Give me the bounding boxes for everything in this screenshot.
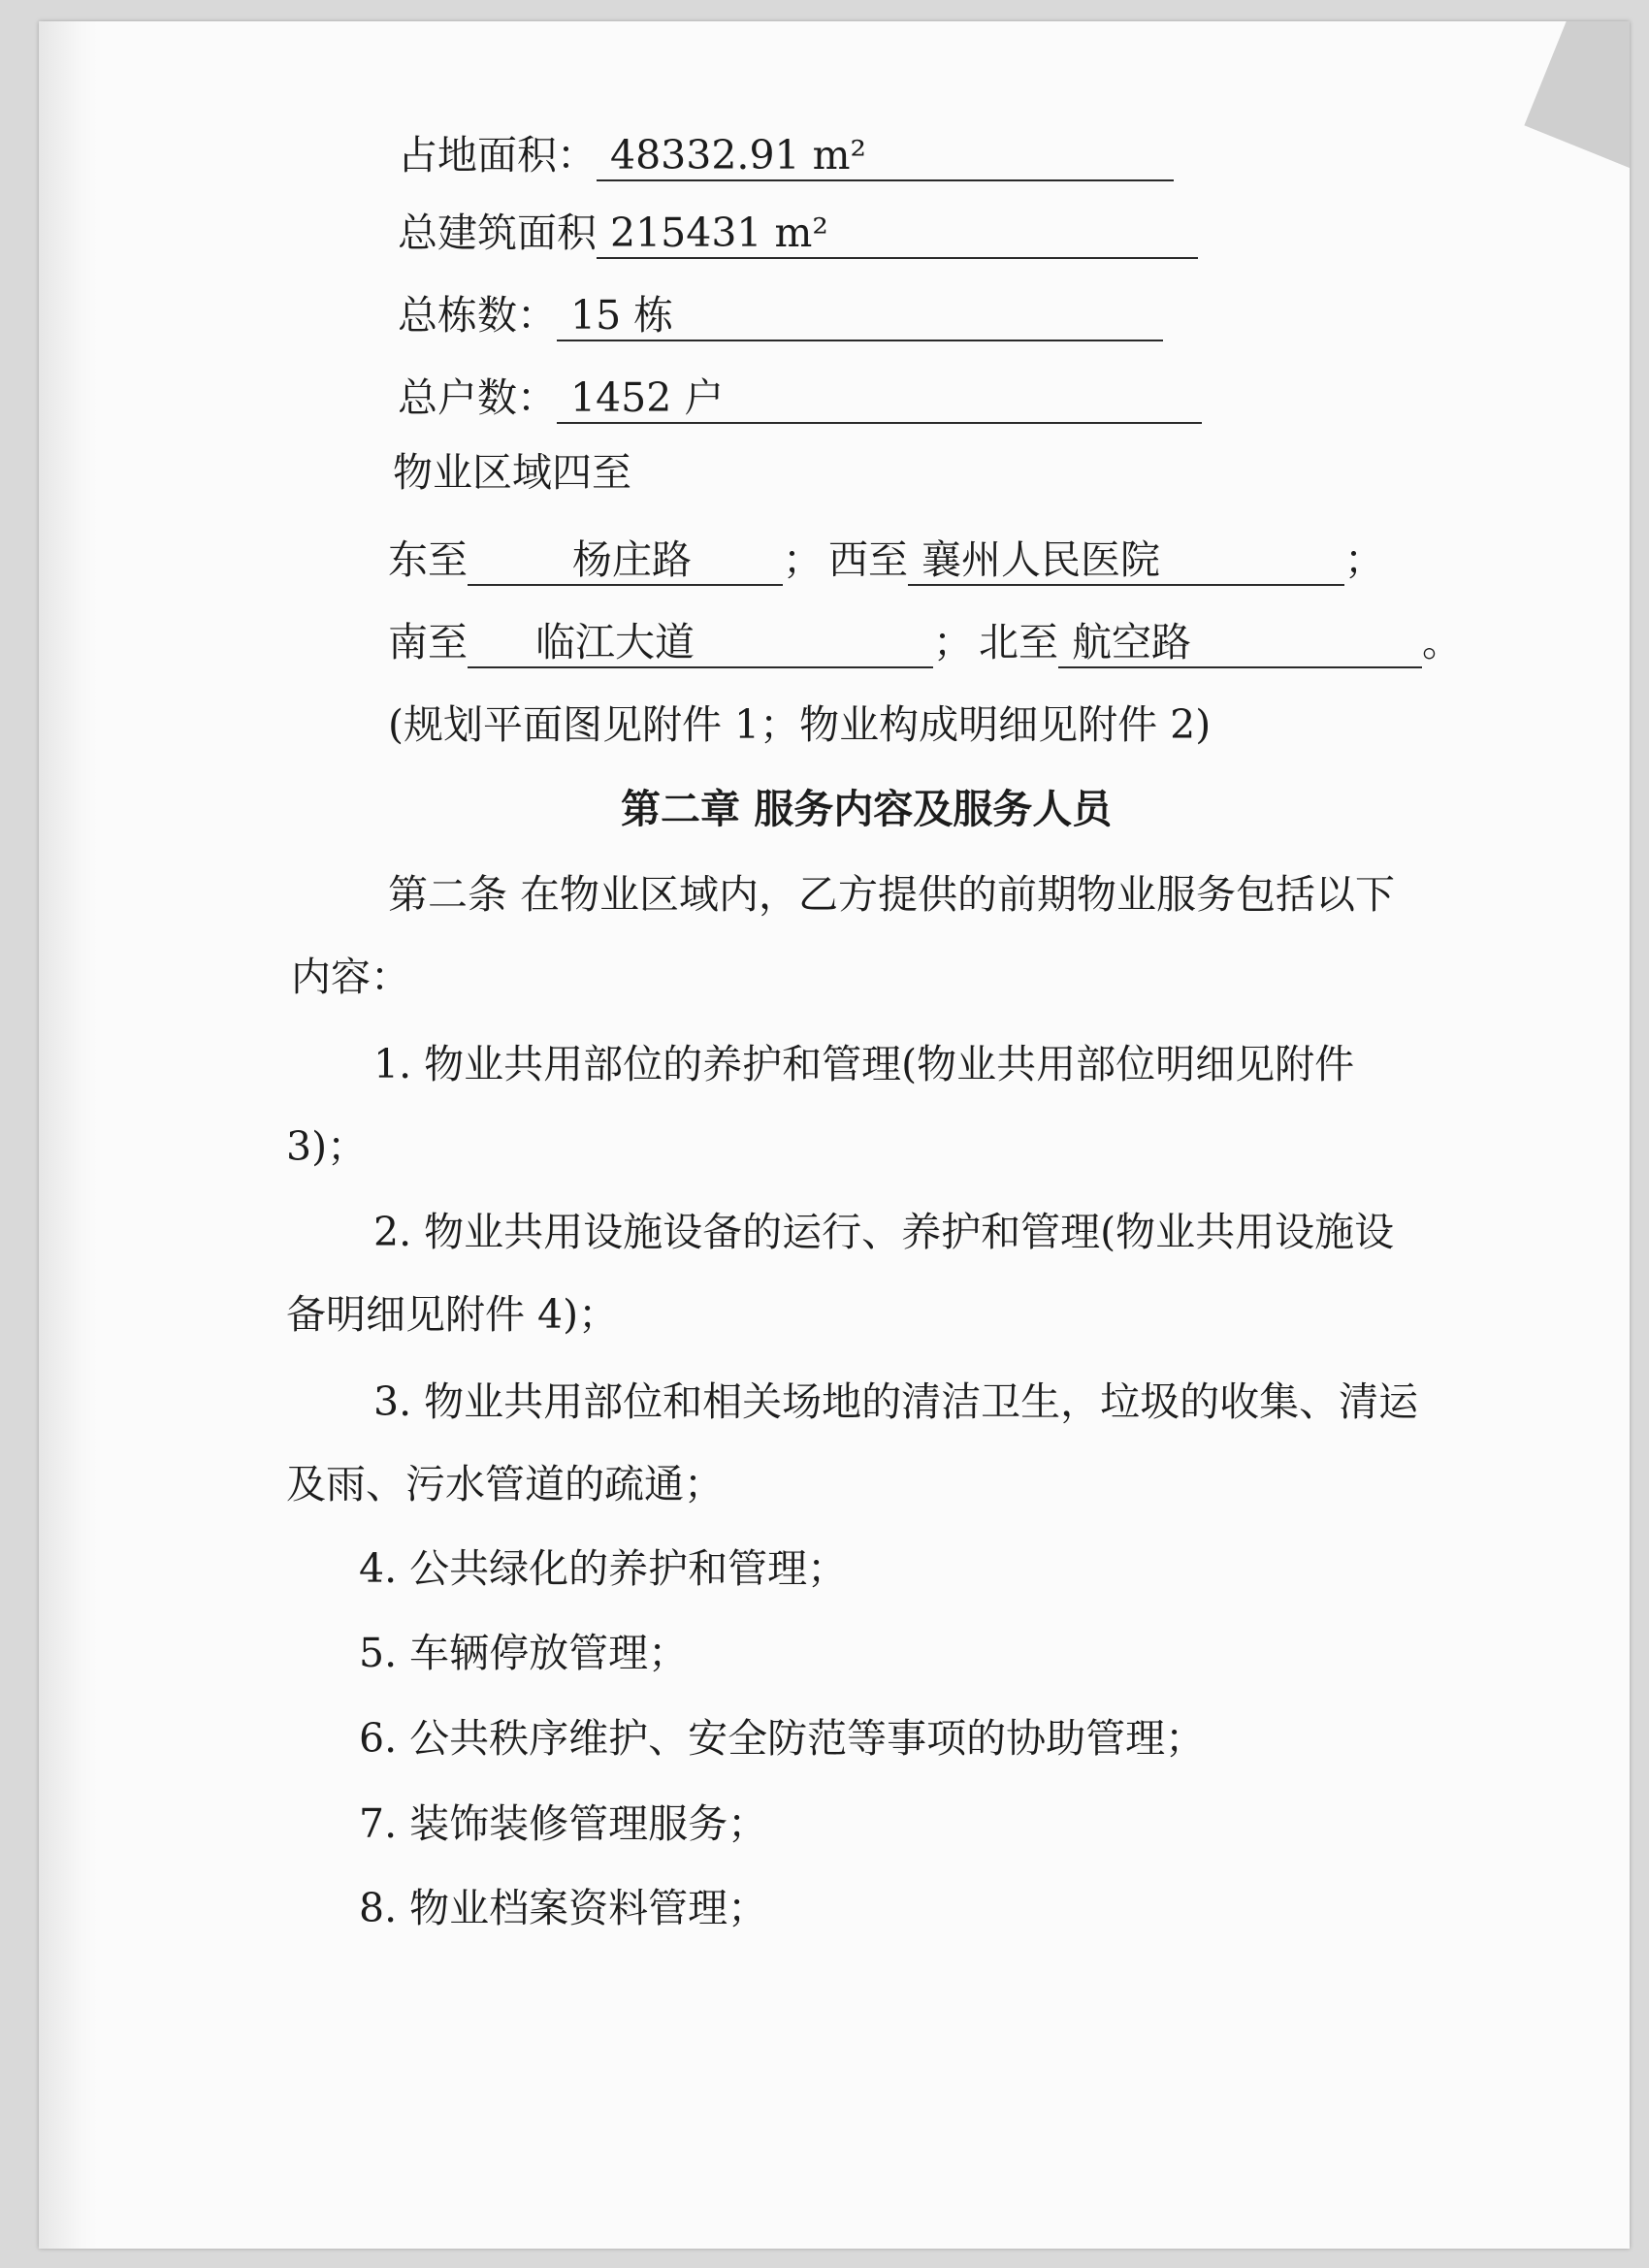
building-count-value: 15 栋 (570, 292, 674, 339)
list-item-continued: 3)； (286, 1123, 368, 1170)
building-area-label: 总建筑面积 (398, 210, 597, 256)
list-item: 8. 物业档案资料管理； (359, 1885, 768, 1931)
building-area-row (398, 210, 1198, 259)
land-area-value: 48332.91 m² (610, 132, 866, 178)
document-page (39, 21, 1630, 2249)
article-text-continued: 内容： (291, 954, 410, 1000)
separator: ； (1344, 536, 1384, 583)
list-item: 5. 车辆停放管理； (359, 1630, 689, 1676)
household-count-label: 总户数： (398, 374, 557, 421)
land-area-fill (597, 132, 1174, 181)
west-value: 襄州人民医院 (922, 536, 1160, 583)
north-label: 北至 (979, 619, 1058, 665)
building-area-value: 215431 m² (610, 210, 828, 256)
folded-corner (1524, 21, 1630, 177)
list-item: 7. 装饰装修管理服务； (359, 1800, 768, 1847)
annex-note: (规划平面图见附件 1；物业构成明细见附件 2) (388, 701, 1212, 748)
building-count-fill (557, 292, 1163, 341)
east-label: 东至 (388, 536, 468, 583)
chapter-title: 第二章 服务内容及服务人员 (621, 786, 1113, 832)
building-area-fill (597, 210, 1198, 259)
separator: ； (783, 536, 823, 583)
household-count-value: 1452 户 (570, 374, 725, 421)
household-count-fill (557, 374, 1202, 424)
list-item: 4. 公共绿化的养护和管理； (359, 1545, 848, 1592)
south-fill (468, 619, 933, 668)
north-value: 航空路 (1072, 619, 1191, 665)
list-item-continued: 备明细见附件 4)； (286, 1291, 619, 1338)
east-west-row (388, 536, 1384, 586)
list-item: 3. 物业共用部位和相关场地的清洁卫生，垃圾的收集、清运 (373, 1378, 1419, 1425)
east-fill (468, 536, 783, 586)
building-count-row (398, 292, 1163, 341)
separator: ； (933, 619, 973, 665)
list-item-continued: 及雨、污水管道的疏通； (286, 1461, 724, 1507)
east-value: 杨庄路 (572, 536, 692, 583)
household-count-row (398, 374, 1202, 424)
west-fill (908, 536, 1344, 586)
land-area-label: 占地面积： (398, 132, 597, 178)
west-label: 西至 (828, 536, 908, 583)
list-item: 1. 物业共用部位的养护和管理(物业共用部位明细见附件 (373, 1041, 1355, 1087)
boundary-title: 物业区域四至 (393, 449, 631, 496)
south-label: 南至 (388, 619, 468, 665)
list-item: 6. 公共秩序维护、安全防范等事项的协助管理； (359, 1715, 1206, 1762)
south-north-row (388, 619, 1462, 668)
list-item: 2. 物业共用设施设备的运行、养护和管理(物业共用设施设 (373, 1209, 1395, 1255)
land-area-row (398, 132, 1174, 181)
terminal-period: 。 (1422, 619, 1462, 665)
article-text: 第二条 在物业区域内，乙方提供的前期物业服务包括以下 (388, 871, 1396, 918)
south-value: 临江大道 (535, 619, 695, 665)
north-fill (1058, 619, 1422, 668)
building-count-label: 总栋数： (398, 292, 557, 339)
